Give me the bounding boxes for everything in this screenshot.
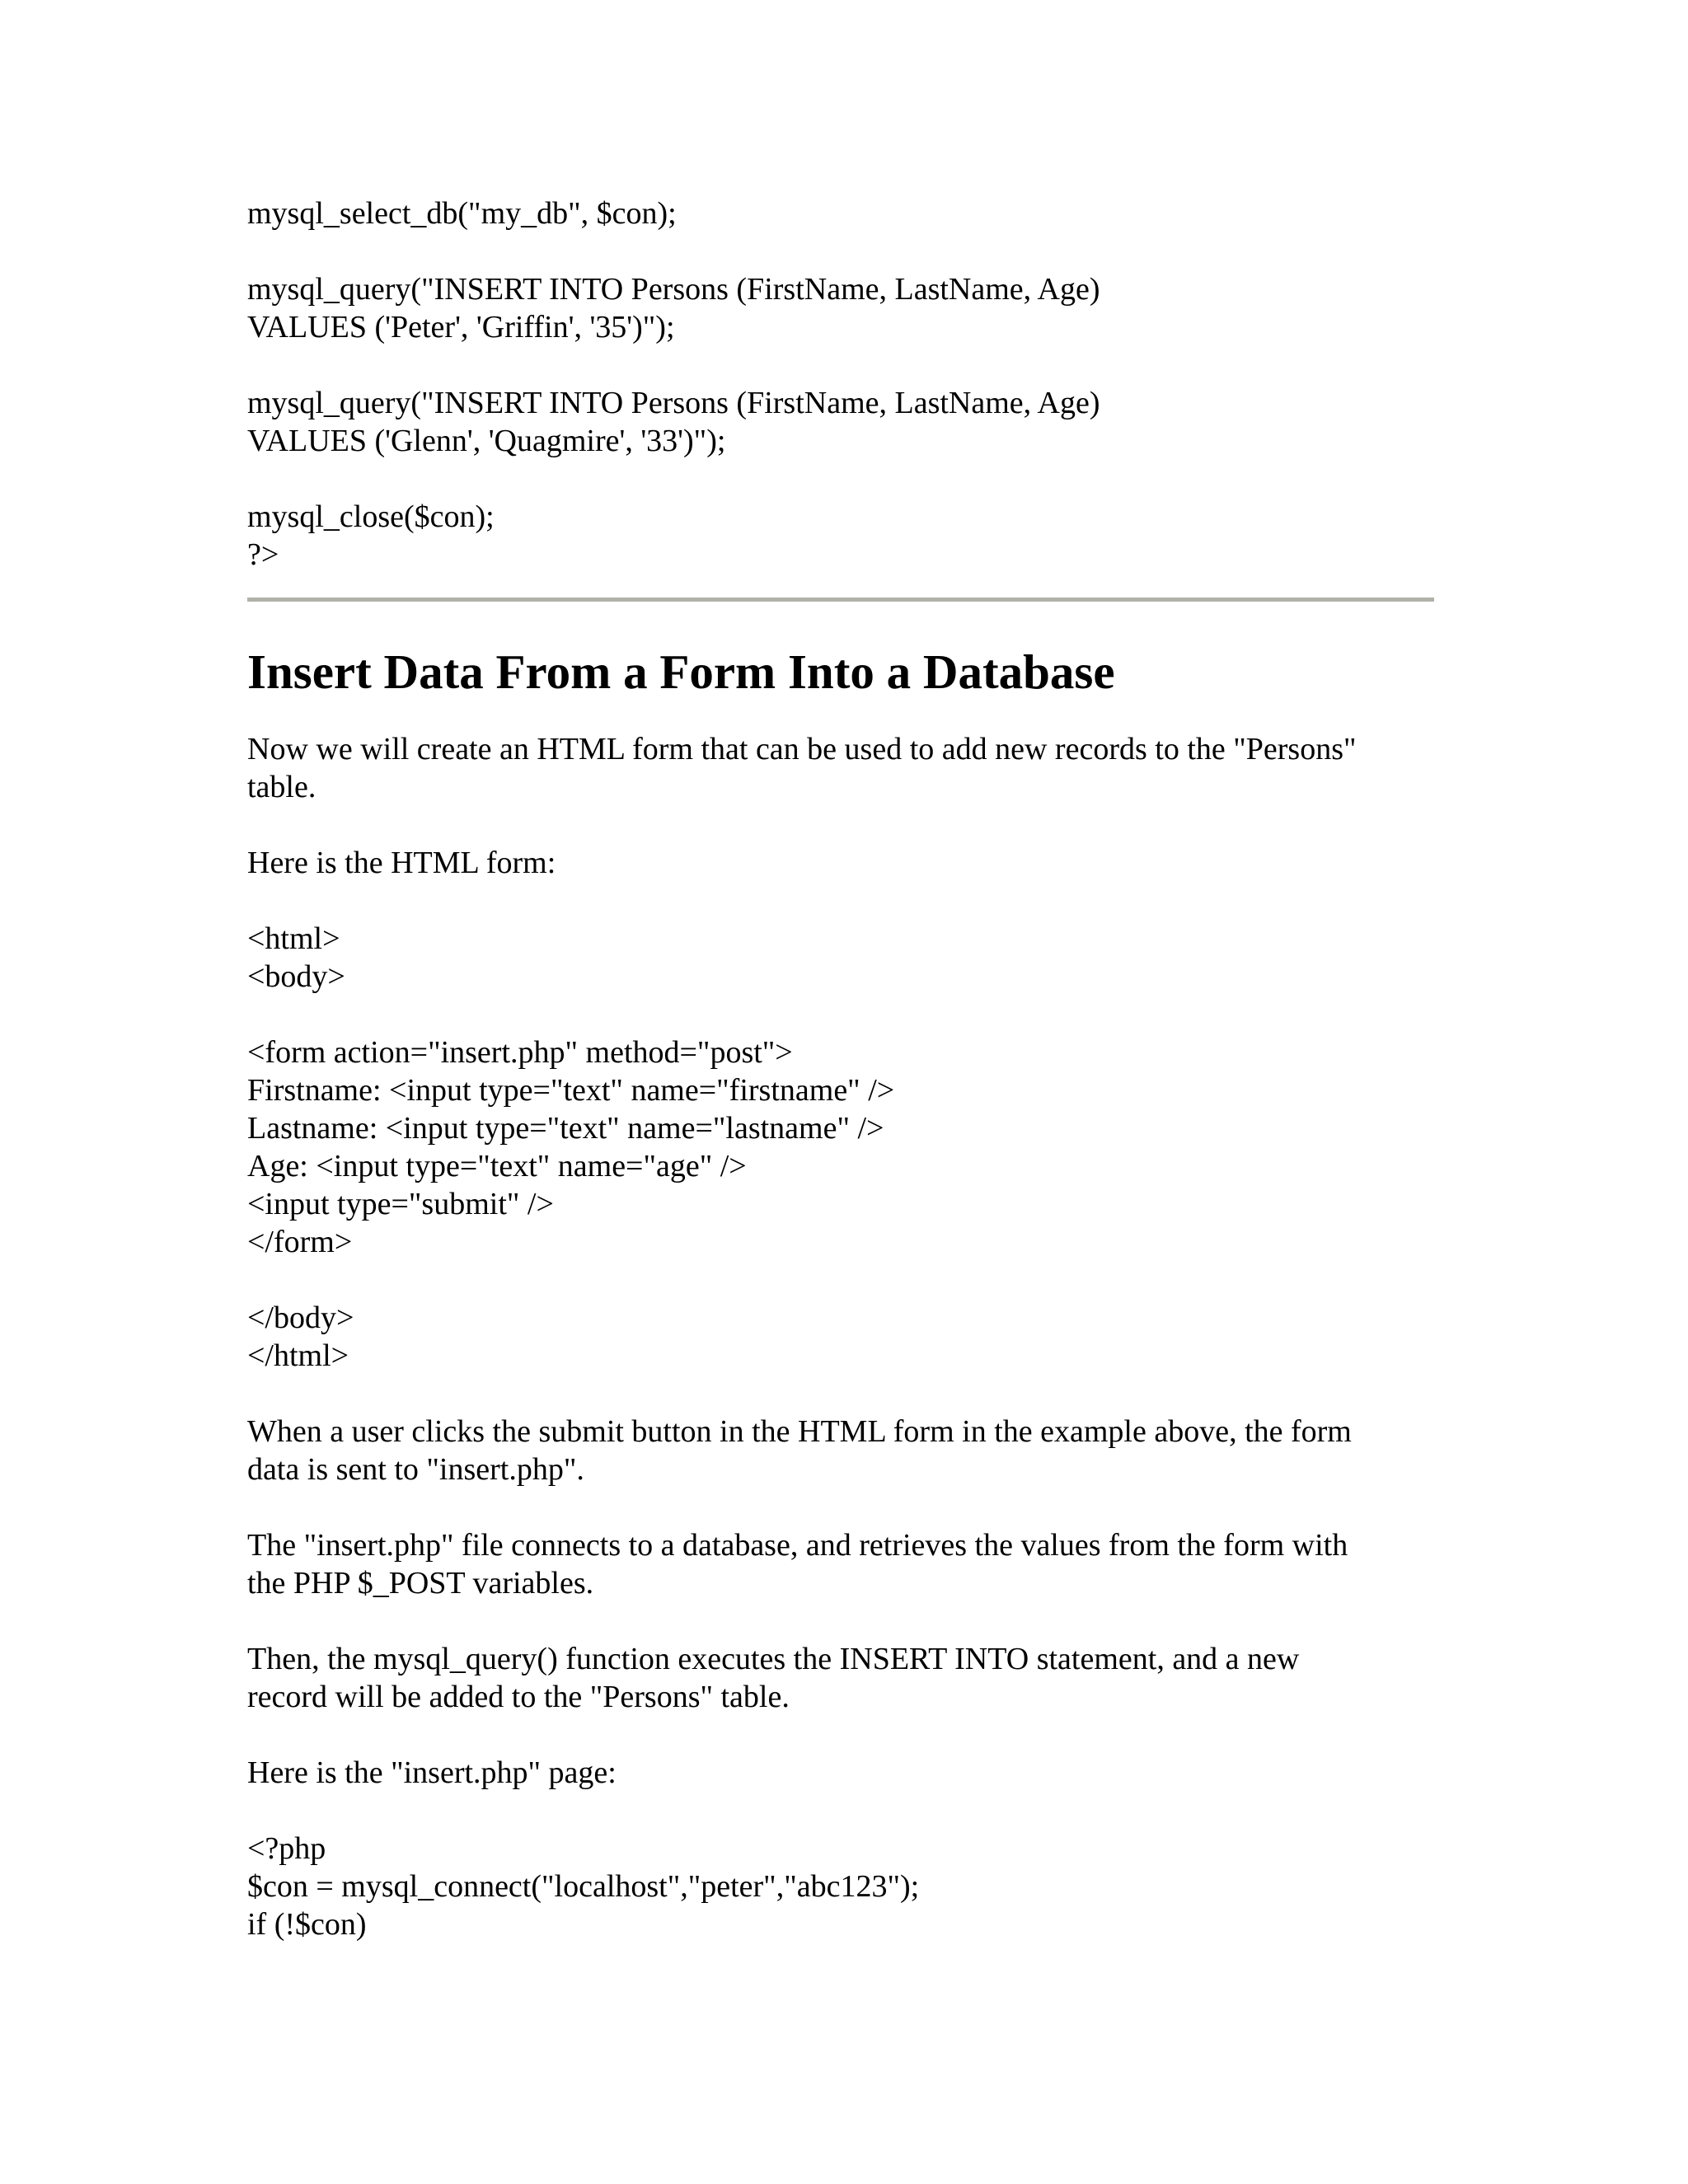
code-line: mysql_query("INSERT INTO Persons (FirstName, LastName, Age)	[247, 272, 1100, 307]
code-line: ?>	[247, 537, 279, 572]
text-line: Age: <input type="text" name="age" />	[247, 1149, 747, 1183]
blank-line	[247, 882, 1434, 920]
blank-line	[247, 1716, 1434, 1754]
text-line: Firstname: <input type="text" name="firstname" />	[247, 1073, 895, 1108]
code-line: mysql_query("INSERT INTO Persons (FirstName, LastName, Age)	[247, 386, 1100, 420]
blank-line	[247, 996, 1434, 1033]
text-line: table.	[247, 770, 316, 804]
text-line: The "insert.php" file connects to a database, and retrieves the values from the form with	[247, 1528, 1348, 1563]
text-line: <input type="submit" />	[247, 1187, 554, 1221]
blank-line	[247, 460, 1434, 498]
code-line: mysql_select_db("my_db", $con);	[247, 196, 677, 231]
blank-line	[247, 1261, 1434, 1299]
code-line: mysql_close($con);	[247, 499, 495, 534]
text-line: $con = mysql_connect("localhost","peter","abc123");	[247, 1869, 920, 1904]
text-line: the PHP $_POST variables.	[247, 1566, 594, 1601]
text-line: </body>	[247, 1301, 354, 1335]
blank-line	[247, 1488, 1434, 1526]
section-body	[247, 730, 1434, 1943]
document-page	[247, 194, 1434, 1943]
blank-line	[247, 1792, 1434, 1830]
text-line: data is sent to "insert.php".	[247, 1452, 584, 1487]
text-line: When a user clicks the submit button in the HTML form in the example above, the form	[247, 1414, 1352, 1449]
text-line: <body>	[247, 959, 345, 994]
text-line: <?php	[247, 1831, 326, 1866]
text-line: Here is the "insert.php" page:	[247, 1755, 617, 1790]
blank-line	[247, 806, 1434, 844]
horizontal-divider	[247, 598, 1434, 602]
text-line: Then, the mysql_query() function executes the INSERT INTO statement, and a new	[247, 1642, 1300, 1676]
blank-line	[247, 1375, 1434, 1413]
text-line: record will be added to the "Persons" table.	[247, 1680, 790, 1714]
blank-line	[247, 1602, 1434, 1640]
text-line: Lastname: <input type="text" name="lastname" />	[247, 1111, 884, 1146]
blank-line	[247, 346, 1434, 384]
code-line: VALUES ('Glenn', 'Quagmire', '33')");	[247, 424, 726, 458]
text-line: <html>	[247, 921, 340, 956]
text-line: <form action="insert.php" method="post">	[247, 1035, 793, 1070]
text-line: </form>	[247, 1225, 353, 1259]
section-heading: Insert Data From a Form Into a Database	[247, 644, 1115, 699]
text-line: Now we will create an HTML form that can be used to add new records to the "Persons"	[247, 732, 1357, 766]
blank-line	[247, 232, 1434, 270]
code-line: VALUES ('Peter', 'Griffin', '35')");	[247, 310, 675, 344]
code-block-top	[247, 194, 1434, 574]
text-line: </html>	[247, 1338, 349, 1373]
text-line: Here is the HTML form:	[247, 846, 556, 880]
text-line: if (!$con)	[247, 1907, 367, 1942]
heading-spacer	[247, 701, 1434, 730]
